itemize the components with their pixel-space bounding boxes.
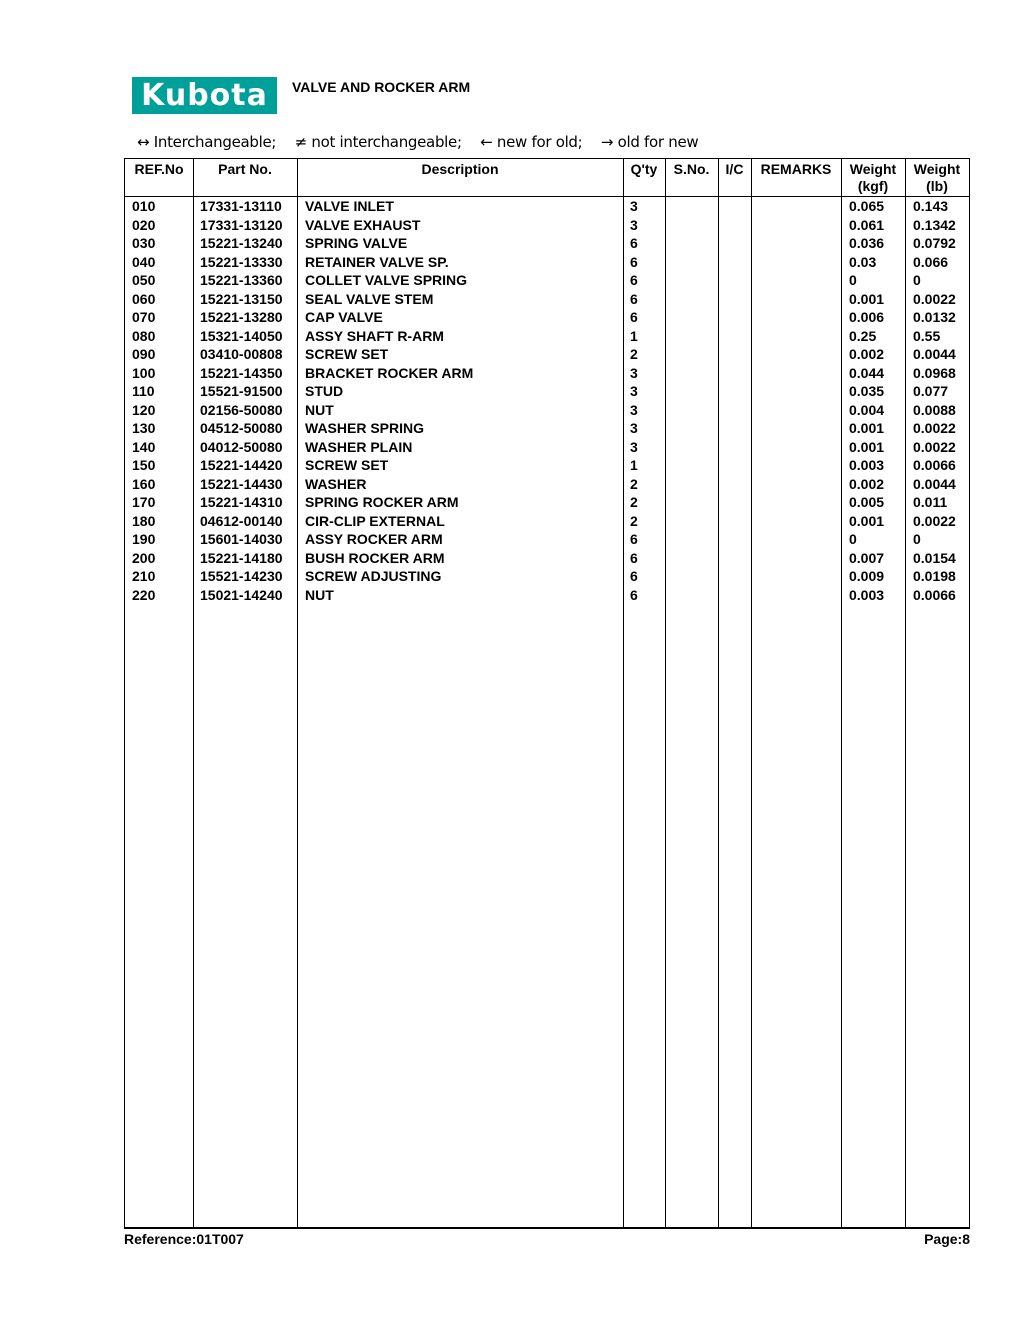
legend-not-interchangeable: ≠ not interchangeable; <box>294 133 462 151</box>
cell-ref-no: 210 <box>132 568 156 584</box>
cell-description: STUD <box>305 383 344 399</box>
cell-part-no: 17331-13120 <box>200 216 283 233</box>
cell-weight-lb: 0.0792 <box>913 235 956 251</box>
cell-qty: 6 <box>630 290 638 307</box>
cell-part-no: 17331-13110 <box>200 198 282 214</box>
cell-part-no: 15601-14030 <box>200 531 283 547</box>
legend-new-for-old: ← new for old; <box>480 133 583 151</box>
cell-description: SCREW ADJUSTING <box>305 568 442 584</box>
cell-qty: 2 <box>630 346 638 362</box>
cell-qty: 6 <box>630 568 638 584</box>
cell-qty: 1 <box>630 457 638 473</box>
cell-part-no: 15221-14420 <box>200 457 283 473</box>
table-row <box>125 290 969 309</box>
cell-part-no: 15221-13280 <box>200 309 283 325</box>
cell-ref-no: 150 <box>132 457 156 473</box>
cell-weight-kgf: 0.005 <box>849 494 885 510</box>
cell-weight-kgf: 0.036 <box>849 235 885 251</box>
cell-part-no: 15221-13360 <box>200 272 283 288</box>
header-remarks: REMARKS <box>760 161 832 177</box>
cell-weight-kgf: 0.004 <box>849 401 885 418</box>
cell-part-no: 15221-13330 <box>200 253 283 270</box>
cell-weight-lb: 0.143 <box>913 198 949 214</box>
cell-weight-lb: 0.1342 <box>913 216 956 233</box>
header-qty: Q'ty <box>630 161 658 177</box>
cell-part-no: 15321-14050 <box>200 327 283 344</box>
table-row <box>125 419 969 438</box>
table-row <box>125 530 969 549</box>
header-weight-kgf: Weight (kgf) <box>849 161 897 194</box>
cell-description: SEAL VALVE STEM <box>305 290 434 307</box>
cell-weight-kgf: 0.009 <box>849 568 885 584</box>
cell-description: ASSY SHAFT R-ARM <box>305 327 444 344</box>
cell-qty: 2 <box>630 475 638 492</box>
page-title: VALVE AND ROCKER ARM <box>292 79 471 95</box>
table-row <box>125 197 969 216</box>
cell-qty: 3 <box>630 216 638 233</box>
cell-part-no: 15221-14430 <box>200 475 283 492</box>
header-part-no: Part No. <box>218 161 272 177</box>
cell-ref-no: 110 <box>132 383 155 399</box>
cell-weight-lb: 0.0066 <box>913 457 956 473</box>
cell-ref-no: 040 <box>132 253 156 270</box>
cell-weight-lb: 0.066 <box>913 253 949 270</box>
cell-description: RETAINER VALVE SP. <box>305 253 449 270</box>
table-row <box>125 345 969 364</box>
cell-weight-kgf: 0.003 <box>849 457 885 473</box>
cell-part-no: 04012-50080 <box>200 438 283 455</box>
table-row <box>125 512 969 531</box>
parts-table <box>124 158 970 1229</box>
table-row <box>125 586 969 605</box>
table-row <box>125 327 969 346</box>
cell-weight-kgf: 0.035 <box>849 383 885 399</box>
cell-weight-lb: 0.0154 <box>913 549 956 566</box>
cell-ref-no: 180 <box>132 512 156 529</box>
cell-weight-lb: 0.0132 <box>913 309 956 325</box>
cell-weight-kgf: 0.065 <box>849 198 885 214</box>
cell-qty: 2 <box>630 494 638 510</box>
cell-qty: 6 <box>630 253 638 270</box>
cell-weight-kgf: 0.002 <box>849 475 885 492</box>
cell-weight-lb: 0.011 <box>913 494 948 510</box>
cell-description: BRACKET ROCKER ARM <box>305 364 474 381</box>
cell-weight-kgf: 0.044 <box>849 364 885 381</box>
logo-text: Kubota <box>141 78 268 113</box>
cell-description: VALVE EXHAUST <box>305 216 421 233</box>
cell-weight-kgf: 0 <box>849 531 857 547</box>
cell-ref-no: 200 <box>132 549 156 566</box>
cell-qty: 6 <box>630 531 638 547</box>
cell-weight-kgf: 0.001 <box>849 512 885 529</box>
cell-part-no: 04512-50080 <box>200 420 283 436</box>
cell-weight-kgf: 0.25 <box>849 327 877 344</box>
table-row <box>125 567 969 586</box>
cell-description: SPRING VALVE <box>305 235 408 251</box>
cell-description: WASHER SPRING <box>305 420 425 436</box>
cell-weight-lb: 0.0022 <box>913 290 956 307</box>
cell-qty: 6 <box>630 272 638 288</box>
cell-ref-no: 120 <box>132 401 156 418</box>
cell-weight-kgf: 0.001 <box>849 420 885 436</box>
cell-weight-lb: 0.0198 <box>913 568 956 584</box>
table-row <box>125 438 969 457</box>
header-ic: I/C <box>725 161 744 177</box>
cell-description: NUT <box>305 401 334 418</box>
cell-description: WASHER <box>305 475 367 492</box>
cell-description: BUSH ROCKER ARM <box>305 549 445 566</box>
cell-ref-no: 060 <box>132 290 156 307</box>
cell-part-no: 15021-14240 <box>200 586 283 603</box>
table-row <box>125 549 969 568</box>
cell-qty: 6 <box>630 235 638 251</box>
table-row <box>125 401 969 420</box>
cell-weight-kgf: 0.006 <box>849 309 885 325</box>
cell-weight-lb: 0.0022 <box>913 420 956 436</box>
cell-ref-no: 220 <box>132 586 156 603</box>
cell-weight-kgf: 0.002 <box>849 346 885 362</box>
table-row <box>125 253 969 272</box>
cell-qty: 3 <box>630 401 638 418</box>
cell-qty: 3 <box>630 383 638 399</box>
table-row <box>125 456 969 475</box>
cell-ref-no: 160 <box>132 475 156 492</box>
cell-weight-lb: 0.077 <box>913 383 949 399</box>
cell-ref-no: 130 <box>132 420 156 436</box>
cell-qty: 3 <box>630 364 638 381</box>
cell-qty: 6 <box>630 586 638 603</box>
cell-weight-kgf: 0.03 <box>849 253 877 270</box>
cell-weight-lb: 0.0044 <box>913 475 956 492</box>
reference-code: Reference:01T007 <box>124 1231 244 1247</box>
cell-weight-lb: 0.0022 <box>913 512 956 529</box>
cell-qty: 3 <box>630 198 638 214</box>
cell-description: VALVE INLET <box>305 198 394 214</box>
page-number: Page:8 <box>924 1231 970 1247</box>
cell-ref-no: 140 <box>132 438 156 455</box>
legend-old-for-new: → old for new <box>600 133 699 151</box>
cell-ref-no: 170 <box>132 494 156 510</box>
cell-weight-lb: 0 <box>913 272 921 288</box>
cell-ref-no: 010 <box>132 198 156 214</box>
header-ref-no: REF.No <box>134 161 184 177</box>
cell-description: ASSY ROCKER ARM <box>305 531 443 547</box>
kubota-logo <box>132 77 277 114</box>
cell-weight-lb: 0.55 <box>913 327 941 344</box>
cell-weight-lb: 0.0088 <box>913 401 956 418</box>
cell-weight-lb: 0.0066 <box>913 586 956 603</box>
cell-qty: 1 <box>630 327 638 344</box>
cell-weight-kgf: 0.001 <box>849 438 885 455</box>
cell-part-no: 15221-13150 <box>200 290 283 307</box>
cell-weight-lb: 0 <box>913 531 921 547</box>
cell-description: NUT <box>305 586 334 603</box>
cell-ref-no: 020 <box>132 216 156 233</box>
cell-weight-lb: 0.0022 <box>913 438 956 455</box>
cell-ref-no: 050 <box>132 272 156 288</box>
cell-weight-kgf: 0.003 <box>849 586 885 603</box>
cell-description: SPRING ROCKER ARM <box>305 494 459 510</box>
cell-qty: 6 <box>630 549 638 566</box>
table-row <box>125 475 969 494</box>
cell-part-no: 04612-00140 <box>200 512 283 529</box>
header-weight-lb: Weight (lb) <box>913 161 961 194</box>
table-row <box>125 234 969 253</box>
table-row <box>125 216 969 235</box>
cell-qty: 2 <box>630 512 638 529</box>
cell-part-no: 15221-14350 <box>200 364 283 381</box>
cell-weight-kgf: 0.061 <box>849 216 885 233</box>
interchangeability-legend <box>137 133 712 151</box>
cell-ref-no: 100 <box>132 364 156 381</box>
cell-qty: 3 <box>630 438 638 455</box>
cell-weight-kgf: 0.001 <box>849 290 885 307</box>
table-row <box>125 493 969 512</box>
cell-ref-no: 090 <box>132 346 156 362</box>
cell-ref-no: 080 <box>132 327 156 344</box>
cell-description: SCREW SET <box>305 457 389 473</box>
table-row <box>125 308 969 327</box>
cell-part-no: 15221-14310 <box>200 494 283 510</box>
cell-ref-no: 190 <box>132 531 156 547</box>
cell-part-no: 15221-14180 <box>200 549 283 566</box>
cell-part-no: 02156-50080 <box>200 401 283 418</box>
cell-part-no: 15221-13240 <box>200 235 283 251</box>
cell-description: CAP VALVE <box>305 309 383 325</box>
cell-description: WASHER PLAIN <box>305 438 413 455</box>
cell-description: COLLET VALVE SPRING <box>305 272 468 288</box>
cell-ref-no: 070 <box>132 309 156 325</box>
cell-description: CIR-CLIP EXTERNAL <box>305 512 445 529</box>
cell-qty: 3 <box>630 420 638 436</box>
cell-part-no: 03410-00808 <box>200 346 283 362</box>
cell-weight-lb: 0.0968 <box>913 364 956 381</box>
cell-ref-no: 030 <box>132 235 156 251</box>
cell-qty: 6 <box>630 309 638 325</box>
table-row <box>125 364 969 383</box>
table-row <box>125 382 969 401</box>
cell-part-no: 15521-91500 <box>200 383 283 399</box>
cell-part-no: 15521-14230 <box>200 568 283 584</box>
cell-weight-kgf: 0 <box>849 272 857 288</box>
cell-description: SCREW SET <box>305 346 389 362</box>
cell-weight-kgf: 0.007 <box>849 549 885 566</box>
legend-interchangeable: ↔ Interchangeable; <box>137 133 277 151</box>
header-description: Description <box>421 161 499 177</box>
cell-weight-lb: 0.0044 <box>913 346 956 362</box>
header-serial-no: S.No. <box>673 161 710 177</box>
table-row <box>125 271 969 290</box>
